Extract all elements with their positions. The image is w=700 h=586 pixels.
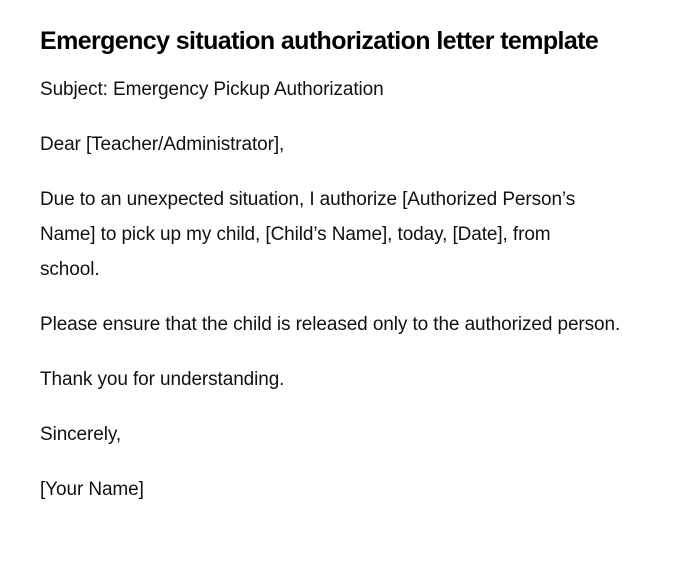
body-paragraph-authorization: Due to an unexpected situation, I authorize [Authorized Person’s Name] to pick up my child, [Child’s Name], today, [Date], from school. <box>40 189 576 280</box>
signature-name: [Your Name] <box>40 479 144 500</box>
salutation: Dear [Teacher/Administrator], <box>40 134 285 155</box>
letter-document <box>40 24 660 527</box>
sign-off: Sincerely, <box>40 424 122 445</box>
subject-line: Subject: Emergency Pickup Authorization <box>40 79 384 100</box>
page-title: Emergency situation authorization letter template <box>40 27 599 55</box>
closing-thanks: Thank you for understanding. <box>40 369 285 390</box>
body-paragraph-release: Please ensure that the child is released only to the authorized person. <box>40 314 621 335</box>
